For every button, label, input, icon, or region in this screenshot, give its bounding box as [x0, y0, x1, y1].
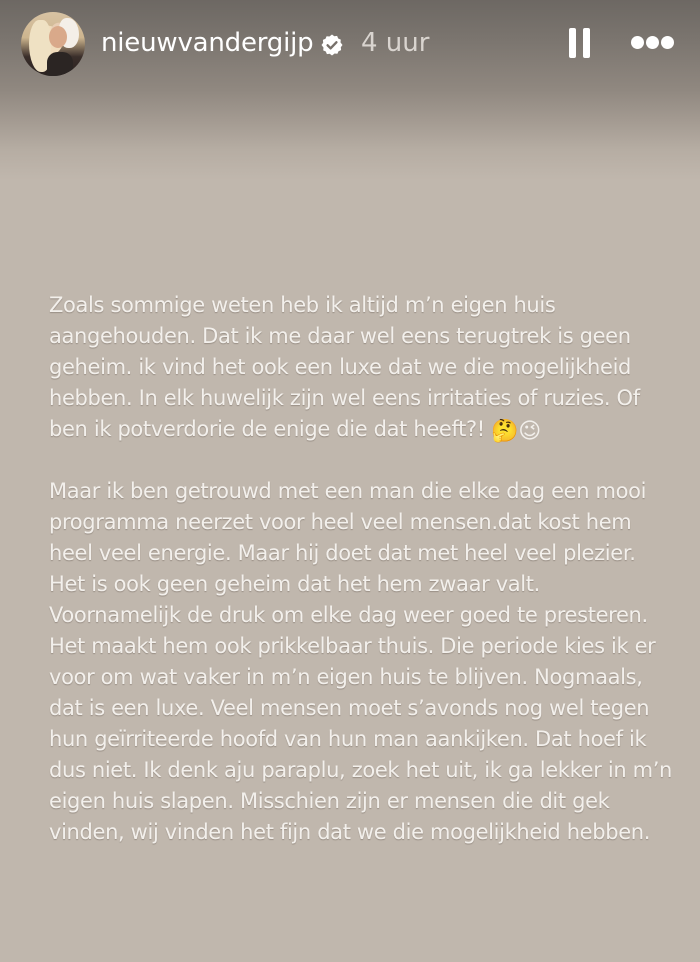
avatar-clothing [47, 52, 73, 76]
avatar-face [49, 26, 67, 48]
more-icon-dot [646, 36, 659, 49]
story-header [0, 0, 700, 90]
text-line: Het maakt hem ook prikkelbaar thuis. Die periode kies ik er [49, 634, 656, 658]
text-line: hun geïrriteerde hoofd van hun man aankijken. Dat hoef ik [49, 727, 647, 751]
text-line: aangehouden. Dat ik me daar wel eens terugtrek is geen [49, 324, 631, 348]
pause-icon-bar-right [583, 28, 590, 58]
text-line: dat is een luxe. Veel mensen moet s’avonds nog wel tegen [49, 696, 650, 720]
winking-face-emoji-icon: 😉 [518, 419, 541, 444]
verified-badge-icon [320, 33, 344, 57]
post-time: 4 uur [361, 28, 430, 58]
text-line: voor om wat vaker in m’n eigen huis te blijven. Nogmaals, [49, 665, 643, 689]
text-line: Maar ik ben getrouwd met een man die elke dag een mooi [49, 479, 647, 503]
text-line: ben ik potverdorie de enige die dat heeft?! [49, 417, 485, 441]
text-line: Zoals sommige weten heb ik altijd m’n eigen huis [49, 293, 556, 317]
more-icon-dot [661, 36, 674, 49]
more-icon-dot [631, 36, 644, 49]
pause-icon-bar-left [569, 28, 576, 58]
text-line: Het is ook geen geheim dat het hem zwaar valt. [49, 572, 540, 596]
pause-button[interactable] [569, 28, 591, 58]
text-line-with-emojis [49, 414, 669, 445]
username-link[interactable]: nieuwvandergijp [101, 28, 314, 58]
avatar[interactable] [21, 12, 85, 76]
text-line: geheim. ik vind het ook een luxe dat we die mogelijkheid [49, 355, 632, 379]
more-options-button[interactable] [631, 36, 675, 50]
text-line: eigen huis slapen. Misschien zijn er mensen die dit gek [49, 789, 610, 813]
text-line: heel veel energie. Maar hij doet dat met heel veel plezier. [49, 541, 636, 565]
text-line: dus niet. Ik denk aju paraplu, zoek het uit, ik ga lekker in m’n [49, 758, 673, 782]
text-line: hebben. In elk huwelijk zijn wel eens irritaties of ruzies. Of [49, 386, 640, 410]
text-line: Voornamelijk de druk om elke dag weer goed te presteren. [49, 603, 648, 627]
story-paragraph-1 [49, 290, 669, 445]
story-paragraph-2 [49, 476, 673, 848]
text-line: programma neerzet voor heel veel mensen.dat kost hem [49, 510, 632, 534]
text-line: vinden, wij vinden het fijn dat we die mogelijkheid hebben. [49, 820, 651, 844]
thinking-face-emoji-icon: 🤔 [491, 419, 519, 444]
